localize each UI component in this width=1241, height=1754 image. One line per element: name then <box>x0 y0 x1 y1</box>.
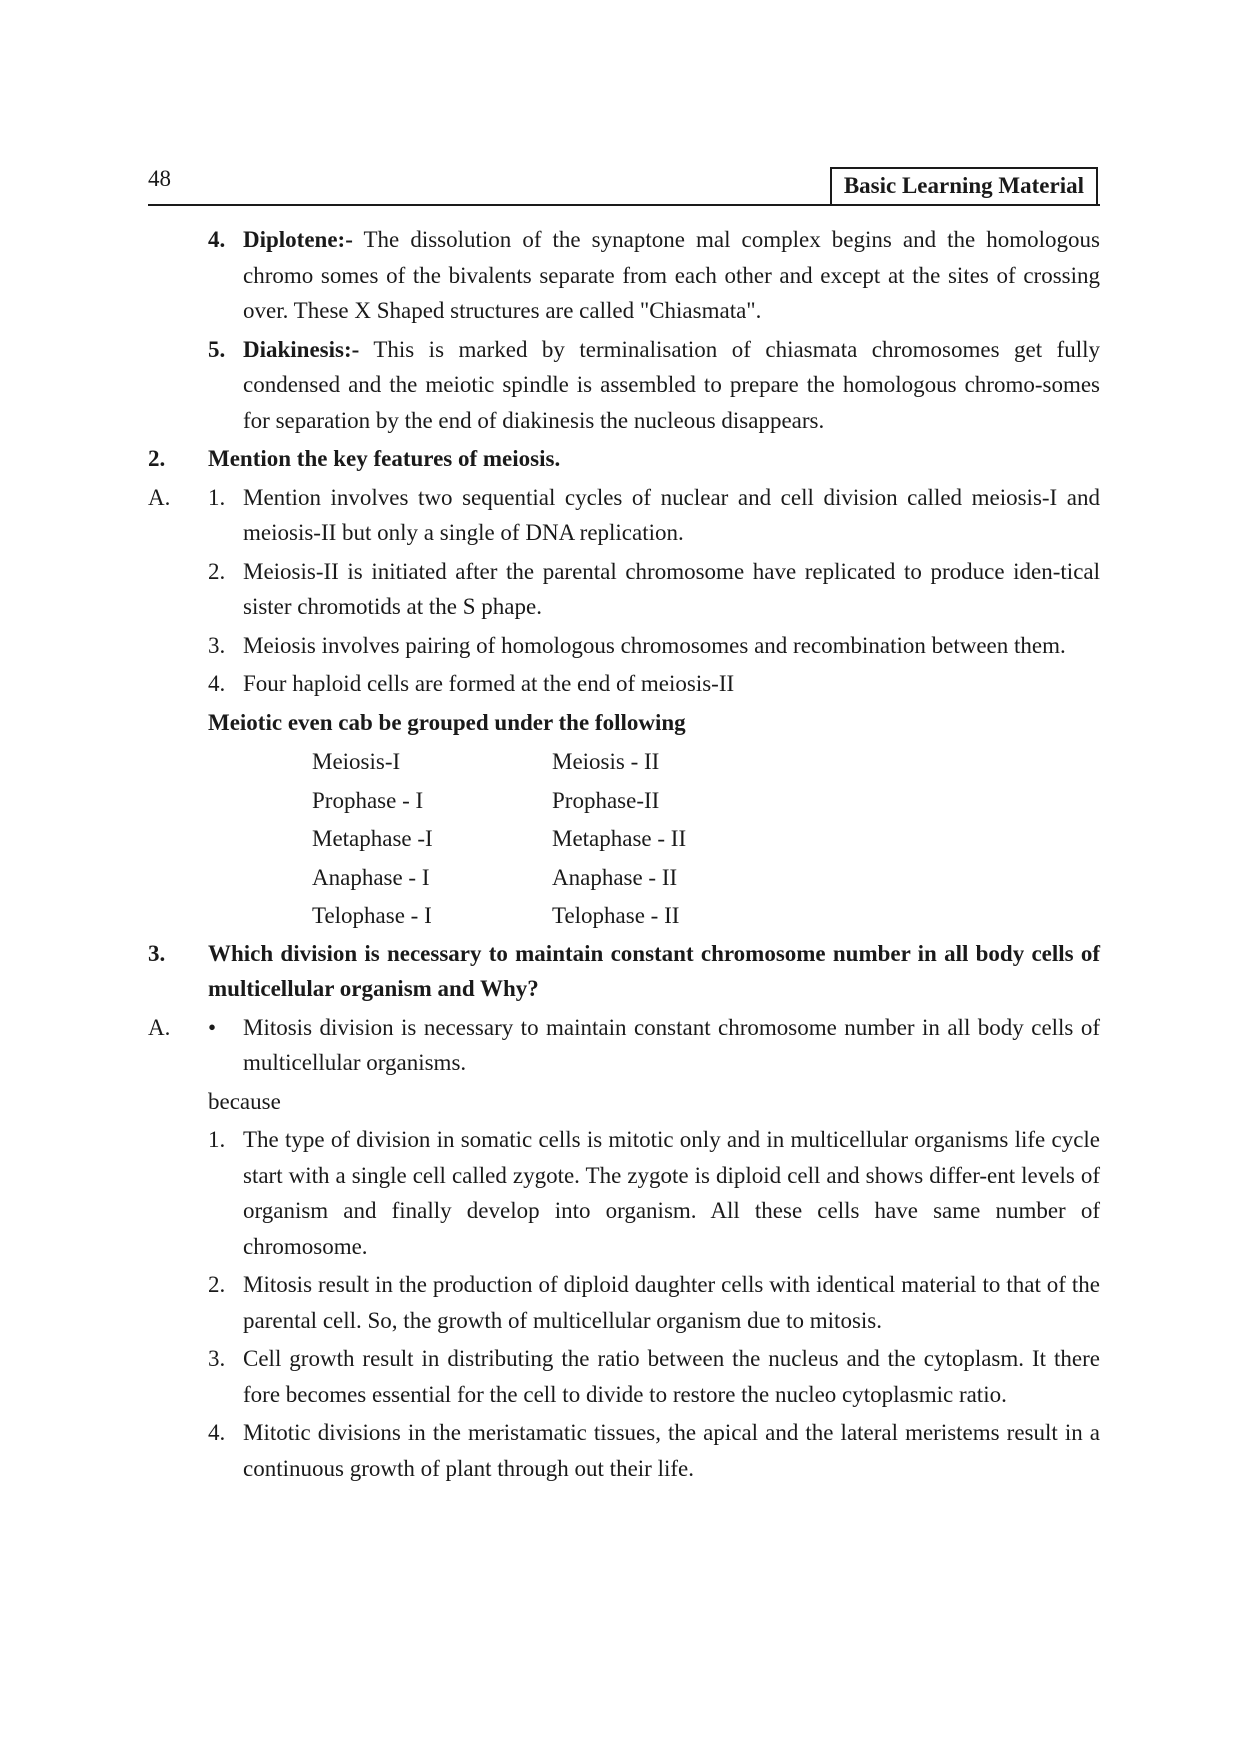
point-number: 1. <box>208 484 226 510</box>
answer-label: A. <box>148 1014 171 1040</box>
item-number: 4. <box>208 227 226 252</box>
meiosis-stages-table <box>148 743 1100 936</box>
answer-point <box>148 1341 1100 1412</box>
table-cell: Meiosis - II <box>552 749 660 774</box>
table-cell: Telophase - I <box>312 903 432 928</box>
table-row <box>312 743 1100 782</box>
term-label: Diakinesis:- <box>243 336 360 362</box>
point-number: 4. <box>208 671 226 696</box>
point-number: 2. <box>208 558 226 584</box>
answer-point <box>148 666 1100 702</box>
item-number: 5. <box>208 336 226 362</box>
table-row <box>312 820 1100 859</box>
because-text: because <box>208 1088 281 1114</box>
point-number: 3. <box>208 632 226 658</box>
question-number: 3. <box>148 940 166 966</box>
item-text: The dissolution of the synaptone mal complex begins and the homologous chromo somes of the bivalents separate from each other and except at the sites of crossing over. These X Shaped structures are called "Chiasmata". <box>243 227 1100 323</box>
question-text: Mention the key features of meiosis. <box>208 446 561 471</box>
table-cell: Meiosis-I <box>312 749 401 774</box>
bullet-marker: • <box>208 1014 217 1040</box>
question-number: 2. <box>148 446 166 471</box>
point-text: Mitosis result in the production of diploid daughter cells with identical material to that of the parental cell. So, the growth of multicellular organism due to mitosis. <box>243 1272 1100 1333</box>
point-text: Mitotic divisions in the meristamatic tissues, the apical and the lateral meristems result in a continuous growth of plant through out their life. <box>243 1420 1100 1481</box>
page-number: 48 <box>148 166 171 191</box>
point-text: Cell growth result in distributing the ratio between the nucleus and the cytoplasm. It there fore becomes essential for the cell to divide to restore the nucleo cytoplasmic ratio. <box>243 1346 1100 1407</box>
table-cell: Telophase - II <box>552 903 680 928</box>
point-number: 1. <box>208 1127 226 1152</box>
point-number: 4. <box>208 1420 226 1445</box>
table-cell: Prophase-II <box>552 787 660 813</box>
page-header <box>148 164 1100 206</box>
point-text: Mention involves two sequential cycles of nuclear and cell division called meiosis-I and meiosis-II but only a single of DNA replication. <box>243 484 1100 545</box>
table-cell: Anaphase - I <box>312 864 430 890</box>
bullet-text: Mitosis division is necessary to maintain constant chromosome number in all body cells of multicellular organisms. <box>243 1014 1100 1075</box>
question-2 <box>148 441 1100 477</box>
list-item-diplotene <box>148 222 1100 329</box>
page-content <box>148 222 1100 1489</box>
term-label: Diplotene:- <box>243 227 353 252</box>
table-cell: Metaphase -I <box>312 826 433 851</box>
question-3 <box>148 936 1100 1007</box>
list-item-diakinesis <box>148 332 1100 439</box>
table-cell: Prophase - I <box>312 787 424 813</box>
group-heading: Meiotic even cab be grouped under the following <box>208 709 686 735</box>
running-title: Basic Learning Material <box>830 167 1098 205</box>
point-text: Meiosis involves pairing of homologous chromosomes and recombination between them. <box>243 632 1066 658</box>
answer-point <box>148 1122 1100 1264</box>
answer-point <box>148 1267 1100 1338</box>
table-cell: Metaphase - II <box>552 826 687 851</box>
point-number: 3. <box>208 1346 226 1371</box>
table-cell: Anaphase - II <box>552 864 678 890</box>
table-row <box>312 782 1100 821</box>
question-text: Which division is necessary to maintain constant chromosome number in all body cells of multicellular organism and Why? <box>208 940 1100 1001</box>
answer-bullet <box>148 1010 1100 1081</box>
answer-point <box>148 554 1100 625</box>
answer-point <box>148 480 1100 551</box>
answer-label: A. <box>148 484 171 510</box>
point-text: Four haploid cells are formed at the end of meiosis-II <box>243 671 735 696</box>
answer-point <box>148 1415 1100 1486</box>
point-text: The type of division in somatic cells is mitotic only and in multicellular organisms life cycle start with a single cell called zygote. The zygote is diploid cell and shows differ-ent levels of organism and finally develop into organism. All these cells have same number of chromosome. <box>243 1127 1100 1259</box>
table-row <box>312 859 1100 898</box>
table-row <box>312 897 1100 936</box>
point-text: Meiosis-II is initiated after the parental chromosome have replicated to produce iden-tical sister chromotids at the S phape. <box>243 558 1100 619</box>
item-text: This is marked by terminalisation of chiasmata chromosomes get fully condensed and the meiotic spindle is assembled to prepare the homologous chromo-somes for separation by the end of diakinesis the nucleous disappears. <box>243 336 1100 433</box>
answer-point <box>148 628 1100 664</box>
point-number: 2. <box>208 1272 226 1297</box>
